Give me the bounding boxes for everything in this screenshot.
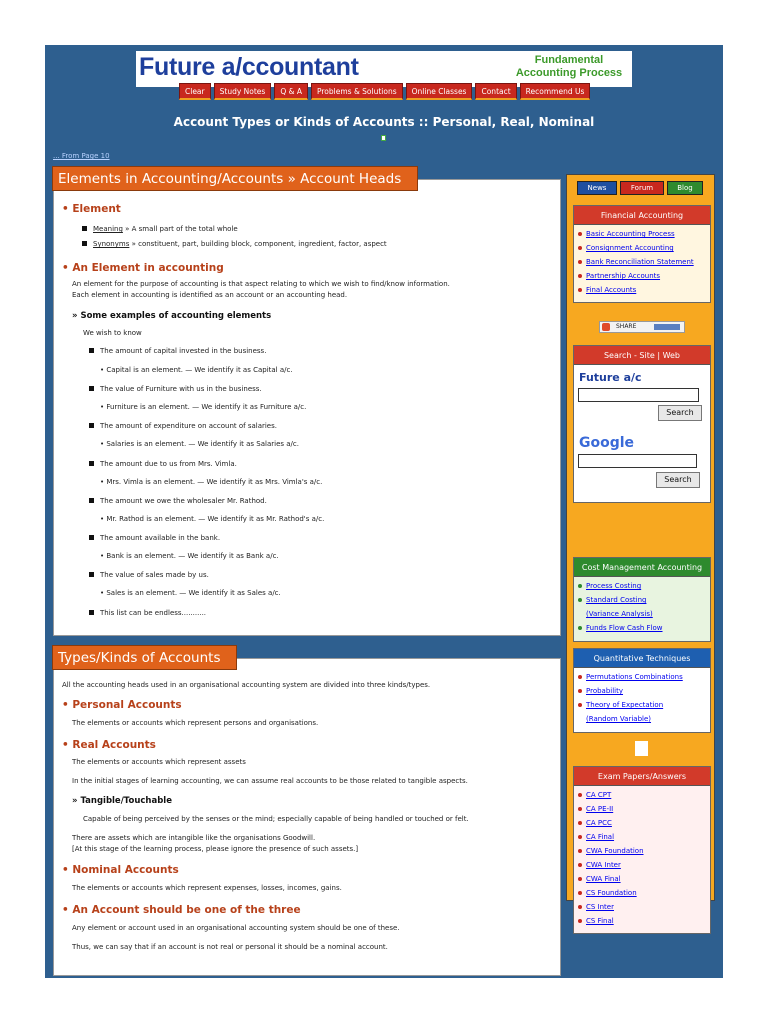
example-item <box>89 571 209 579</box>
personal-heading: • Personal Accounts <box>62 699 182 711</box>
page-title: Account Types or Kinds of Accounts :: Personal, Real, Nominal <box>173 115 595 129</box>
google-search-input[interactable] <box>578 454 697 468</box>
share-icon <box>602 323 610 331</box>
nav-study-notes-button[interactable]: Study Notes <box>214 83 272 100</box>
nav-problems-button[interactable]: Problems & Solutions <box>311 83 403 100</box>
example-answer: • Sales is an element. — We identify it as Sales a/c. <box>100 589 281 597</box>
page-marker <box>381 135 386 141</box>
real-text2: In the initial stages of learning accounting, we can assume real accounts to be those related to tangible aspects. <box>72 777 468 785</box>
sidebar-link[interactable]: CA Final <box>574 830 710 844</box>
news-button[interactable]: News <box>577 181 617 195</box>
examples-heading: » Some examples of accounting elements <box>72 311 272 321</box>
element-heading: • Element <box>62 203 121 215</box>
from-page-link[interactable]: ... From Page 10 <box>53 152 110 160</box>
sidebar-link[interactable]: Permutations Combinations <box>574 670 710 684</box>
sidebar <box>566 174 715 925</box>
sidebar-link[interactable]: Standard Costing <box>574 593 710 607</box>
nav-recommend-button[interactable]: Recommend Us <box>520 83 591 100</box>
endless-item <box>89 609 206 617</box>
share-button[interactable] <box>599 321 685 333</box>
elements-section <box>53 179 561 636</box>
synonyms-text: » constituent, part, building block, component, ingredient, factor, aspect <box>129 240 387 248</box>
example-question: The amount due to us from Mrs. Vimla. <box>100 460 237 468</box>
cost-accounting-title: Cost Management Accounting <box>574 558 710 577</box>
logo-subtitle-line2: Accounting Process <box>515 67 623 79</box>
social-icons <box>654 324 680 330</box>
site-search-logo: Future a/c <box>579 371 642 384</box>
example-question: The value of Furniture with us in the business. <box>100 385 262 393</box>
google-logo: Google <box>579 435 635 451</box>
example-question: The amount available in the bank. <box>100 534 221 542</box>
example-item <box>89 422 277 430</box>
in-accounting-line2: Each element in accounting is identified as an account or an accounting head. <box>72 291 348 299</box>
conclusion-text: Thus, we can say that if an account is not real or personal it should be a nominal account. <box>72 943 388 951</box>
sidebar-link[interactable]: CS Final <box>574 914 710 928</box>
google-search-button[interactable]: Search <box>656 472 700 488</box>
sidebar-link[interactable]: CWA Inter <box>574 858 710 872</box>
nav-online-classes-button[interactable]: Online Classes <box>406 83 473 100</box>
quant-techniques-title: Quantitative Techniques <box>574 649 710 668</box>
site-search-button[interactable]: Search <box>658 405 702 421</box>
sidebar-link[interactable]: CS Foundation <box>574 886 710 900</box>
example-answer: • Mr. Rathod is an element. — We identify it as Mr. Rathod's a/c. <box>100 515 325 523</box>
exam-papers-title: Exam Papers/Answers <box>574 767 710 786</box>
example-answer: • Bank is an element. — We identify it as Bank a/c. <box>100 552 279 560</box>
bullet-square <box>89 461 94 466</box>
site-logo[interactable] <box>136 51 632 87</box>
bullet-square <box>89 348 94 353</box>
tangible-heading: » Tangible/Touchable <box>72 796 172 806</box>
example-question: The amount of capital invested in the business. <box>100 347 267 355</box>
nominal-heading: • Nominal Accounts <box>62 864 179 876</box>
meaning-text: » A small part of the total whole <box>122 225 238 233</box>
nav-contact-button[interactable]: Contact <box>475 83 516 100</box>
bullet-square <box>89 423 94 428</box>
page-container <box>45 45 723 978</box>
search-box <box>573 345 711 503</box>
tangible-text: Capable of being perceived by the senses or the mind; especially capable of being handled or touched or felt. <box>83 815 469 823</box>
sidebar-link[interactable]: (Random Variable) <box>586 715 652 723</box>
exam-papers-box <box>573 766 711 934</box>
types-section <box>53 658 561 976</box>
bullet-square <box>89 572 94 577</box>
cost-accounting-box <box>573 557 711 642</box>
blog-button[interactable]: Blog <box>667 181 703 195</box>
sidebar-link[interactable]: CA CPT <box>574 788 710 802</box>
nav-clear-button[interactable]: Clear <box>179 83 211 100</box>
share-label: SHARE <box>616 323 637 330</box>
bullet-square <box>82 241 87 246</box>
ad-placeholder <box>635 741 648 756</box>
example-question: The amount of expenditure on account of salaries. <box>100 422 277 430</box>
synonyms-link[interactable]: Synonyms <box>93 240 130 248</box>
sidebar-link[interactable]: Process Costing <box>574 579 710 593</box>
types-intro: All the accounting heads used in an organisational accounting system are divided into three kinds/types. <box>62 681 431 689</box>
sidebar-link[interactable]: Partnership Accounts <box>574 269 710 283</box>
we-wish-text: We wish to know <box>83 329 142 337</box>
endless-text: This list can be endless........... <box>100 609 207 617</box>
example-item <box>89 534 220 542</box>
financial-accounting-box <box>573 205 711 303</box>
meaning-link[interactable]: Meaning <box>93 225 123 233</box>
sidebar-link[interactable]: CWA Final <box>574 872 710 886</box>
site-search-input[interactable] <box>578 388 699 402</box>
sidebar-link[interactable]: CA PCC <box>574 816 710 830</box>
example-answer: • Furniture is an element. — We identify it as Furniture a/c. <box>100 403 307 411</box>
sidebar-link[interactable]: Bank Reconciliation Statement <box>574 255 710 269</box>
example-item <box>89 460 237 468</box>
meaning-row <box>82 225 238 233</box>
sidebar-link[interactable]: Consignment Accounting <box>574 241 710 255</box>
example-answer: • Salaries is an element. — We identify it as Salaries a/c. <box>100 440 299 448</box>
forum-button[interactable]: Forum <box>620 181 664 195</box>
financial-accounting-title: Financial Accounting <box>574 206 710 225</box>
real-text: The elements or accounts which represent assets <box>72 758 246 766</box>
example-item <box>89 497 267 505</box>
sidebar-link[interactable]: CWA Foundation <box>574 844 710 858</box>
sidebar-link[interactable]: Funds Flow Cash Flow <box>574 621 710 635</box>
nominal-text: The elements or accounts which represent expenses, losses, incomes, gains. <box>72 884 342 892</box>
logo-subtitle-line1: Fundamental <box>534 54 604 66</box>
sidebar-link[interactable]: Final Accounts <box>574 283 710 297</box>
sidebar-link[interactable]: CA PE-II <box>574 802 710 816</box>
in-accounting-line1: An element for the purpose of accounting is that aspect relating to which we wish to find/know information. <box>72 280 450 288</box>
one-of-three-text: Any element or account used in an organisational accounting system should be one of these. <box>72 924 400 932</box>
bullet-square <box>82 226 87 231</box>
example-answer: • Mrs. Vimla is an element. — We identify it as Mrs. Vimla's a/c. <box>100 478 323 486</box>
sidebar-link[interactable]: CS Inter <box>574 900 710 914</box>
example-answer: • Capital is an element. — We identify it as Capital a/c. <box>100 366 293 374</box>
example-question: The value of sales made by us. <box>100 571 209 579</box>
top-nav <box>179 83 590 101</box>
bullet-square <box>89 610 94 615</box>
example-question: The amount we owe the wholesaler Mr. Rathod. <box>100 497 267 505</box>
bullet-square <box>89 498 94 503</box>
quant-techniques-box <box>573 648 711 733</box>
intangible-line1: There are assets which are intangible like the organisations Goodwill. <box>72 834 316 842</box>
real-heading: • Real Accounts <box>62 739 156 751</box>
sidebar-link[interactable]: Probability <box>574 684 710 698</box>
sidebar-link[interactable]: Basic Accounting Process <box>574 227 710 241</box>
personal-text: The elements or accounts which represent persons and organisations. <box>72 719 319 727</box>
bullet-square <box>89 535 94 540</box>
one-of-three-heading: • An Account should be one of the three <box>62 904 301 916</box>
example-item <box>89 385 262 393</box>
sidebar-link[interactable]: Theory of Expectation <box>574 698 710 712</box>
nav-qa-button[interactable]: Q & A <box>274 83 308 100</box>
search-title: Search - Site | Web <box>574 346 710 365</box>
in-accounting-heading: • An Element in accounting <box>62 262 224 274</box>
logo-title: Future a/ccountant <box>139 53 359 81</box>
bullet-square <box>89 386 94 391</box>
synonyms-row <box>82 240 387 248</box>
section-header-types: Types/Kinds of Accounts <box>52 645 237 670</box>
sidebar-link[interactable]: (Variance Analysis) <box>586 610 653 618</box>
example-item <box>89 347 266 355</box>
logo-subtitle <box>514 54 624 80</box>
section-header-elements: Elements in Accounting/Accounts » Account Heads <box>52 166 418 191</box>
intangible-line2: [At this stage of the learning process, please ignore the presence of such assets.] <box>72 845 359 853</box>
